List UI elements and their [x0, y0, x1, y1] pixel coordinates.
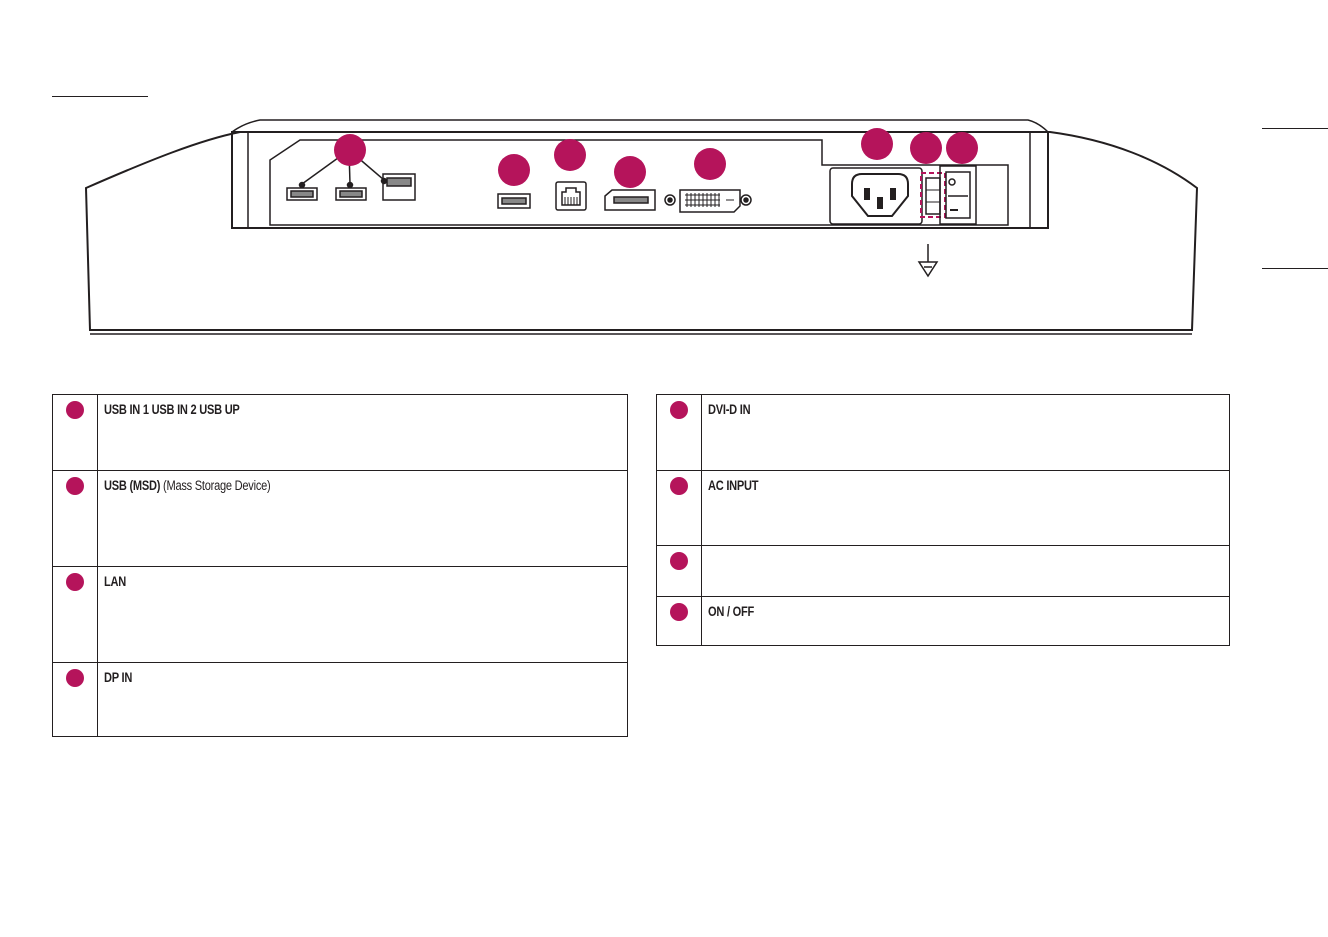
- callout-marker: [66, 669, 84, 687]
- connector-label: USB IN 1 USB IN 2 USB UP: [104, 402, 240, 417]
- ac-inlet: [830, 168, 922, 224]
- table-row: [657, 471, 1230, 546]
- table-row: [657, 597, 1230, 646]
- usb-in-1-port: [287, 188, 317, 200]
- protective-earth-icon: [919, 244, 937, 276]
- callout-markers: [334, 128, 978, 188]
- connector-table-right: [656, 394, 1230, 646]
- table-row: [53, 663, 628, 737]
- connector-label: ON / OFF: [708, 604, 755, 619]
- callout-marker: [670, 552, 688, 570]
- lan-port: [556, 182, 586, 210]
- callout-marker: [66, 401, 84, 419]
- usb-in-2-port: [336, 188, 366, 200]
- connector-table-left: [52, 394, 628, 737]
- ground-terminal: [921, 173, 945, 217]
- callout-marker: [670, 401, 688, 419]
- callout-marker: [66, 573, 84, 591]
- usb-msd-port: [498, 194, 530, 208]
- callout-marker: [66, 477, 84, 495]
- callout-marker-ground: [910, 132, 942, 164]
- usb-up-port: [383, 174, 415, 200]
- connector-label: USB (MSD) (Mass Storage Device): [104, 478, 271, 493]
- table-row: [53, 471, 628, 567]
- callout-marker: [670, 477, 688, 495]
- table-row: [53, 567, 628, 663]
- connector-label: AC INPUT: [708, 478, 759, 493]
- callout-marker-on-off: [946, 132, 978, 164]
- power-switch: [940, 166, 976, 224]
- callout-marker-lan: [554, 139, 586, 171]
- callout-marker: [670, 603, 688, 621]
- connector-label: LAN: [104, 574, 127, 589]
- callout-marker-ac-input: [861, 128, 893, 160]
- connector-label: DVI-D IN: [708, 402, 751, 417]
- rear-panel-diagram: [0, 0, 1328, 360]
- table-row: [657, 395, 1230, 471]
- displayport-port: [605, 190, 655, 210]
- table-row: [657, 546, 1230, 597]
- connector-label: DP IN: [104, 670, 133, 685]
- dvi-d-port: [665, 190, 751, 212]
- callout-marker-dp-in: [614, 156, 646, 188]
- callout-marker-usb-msd: [498, 154, 530, 186]
- callout-marker-dvi-d-in: [694, 148, 726, 180]
- table-row: [53, 395, 628, 471]
- callout-marker-usb-in-up: [334, 134, 366, 166]
